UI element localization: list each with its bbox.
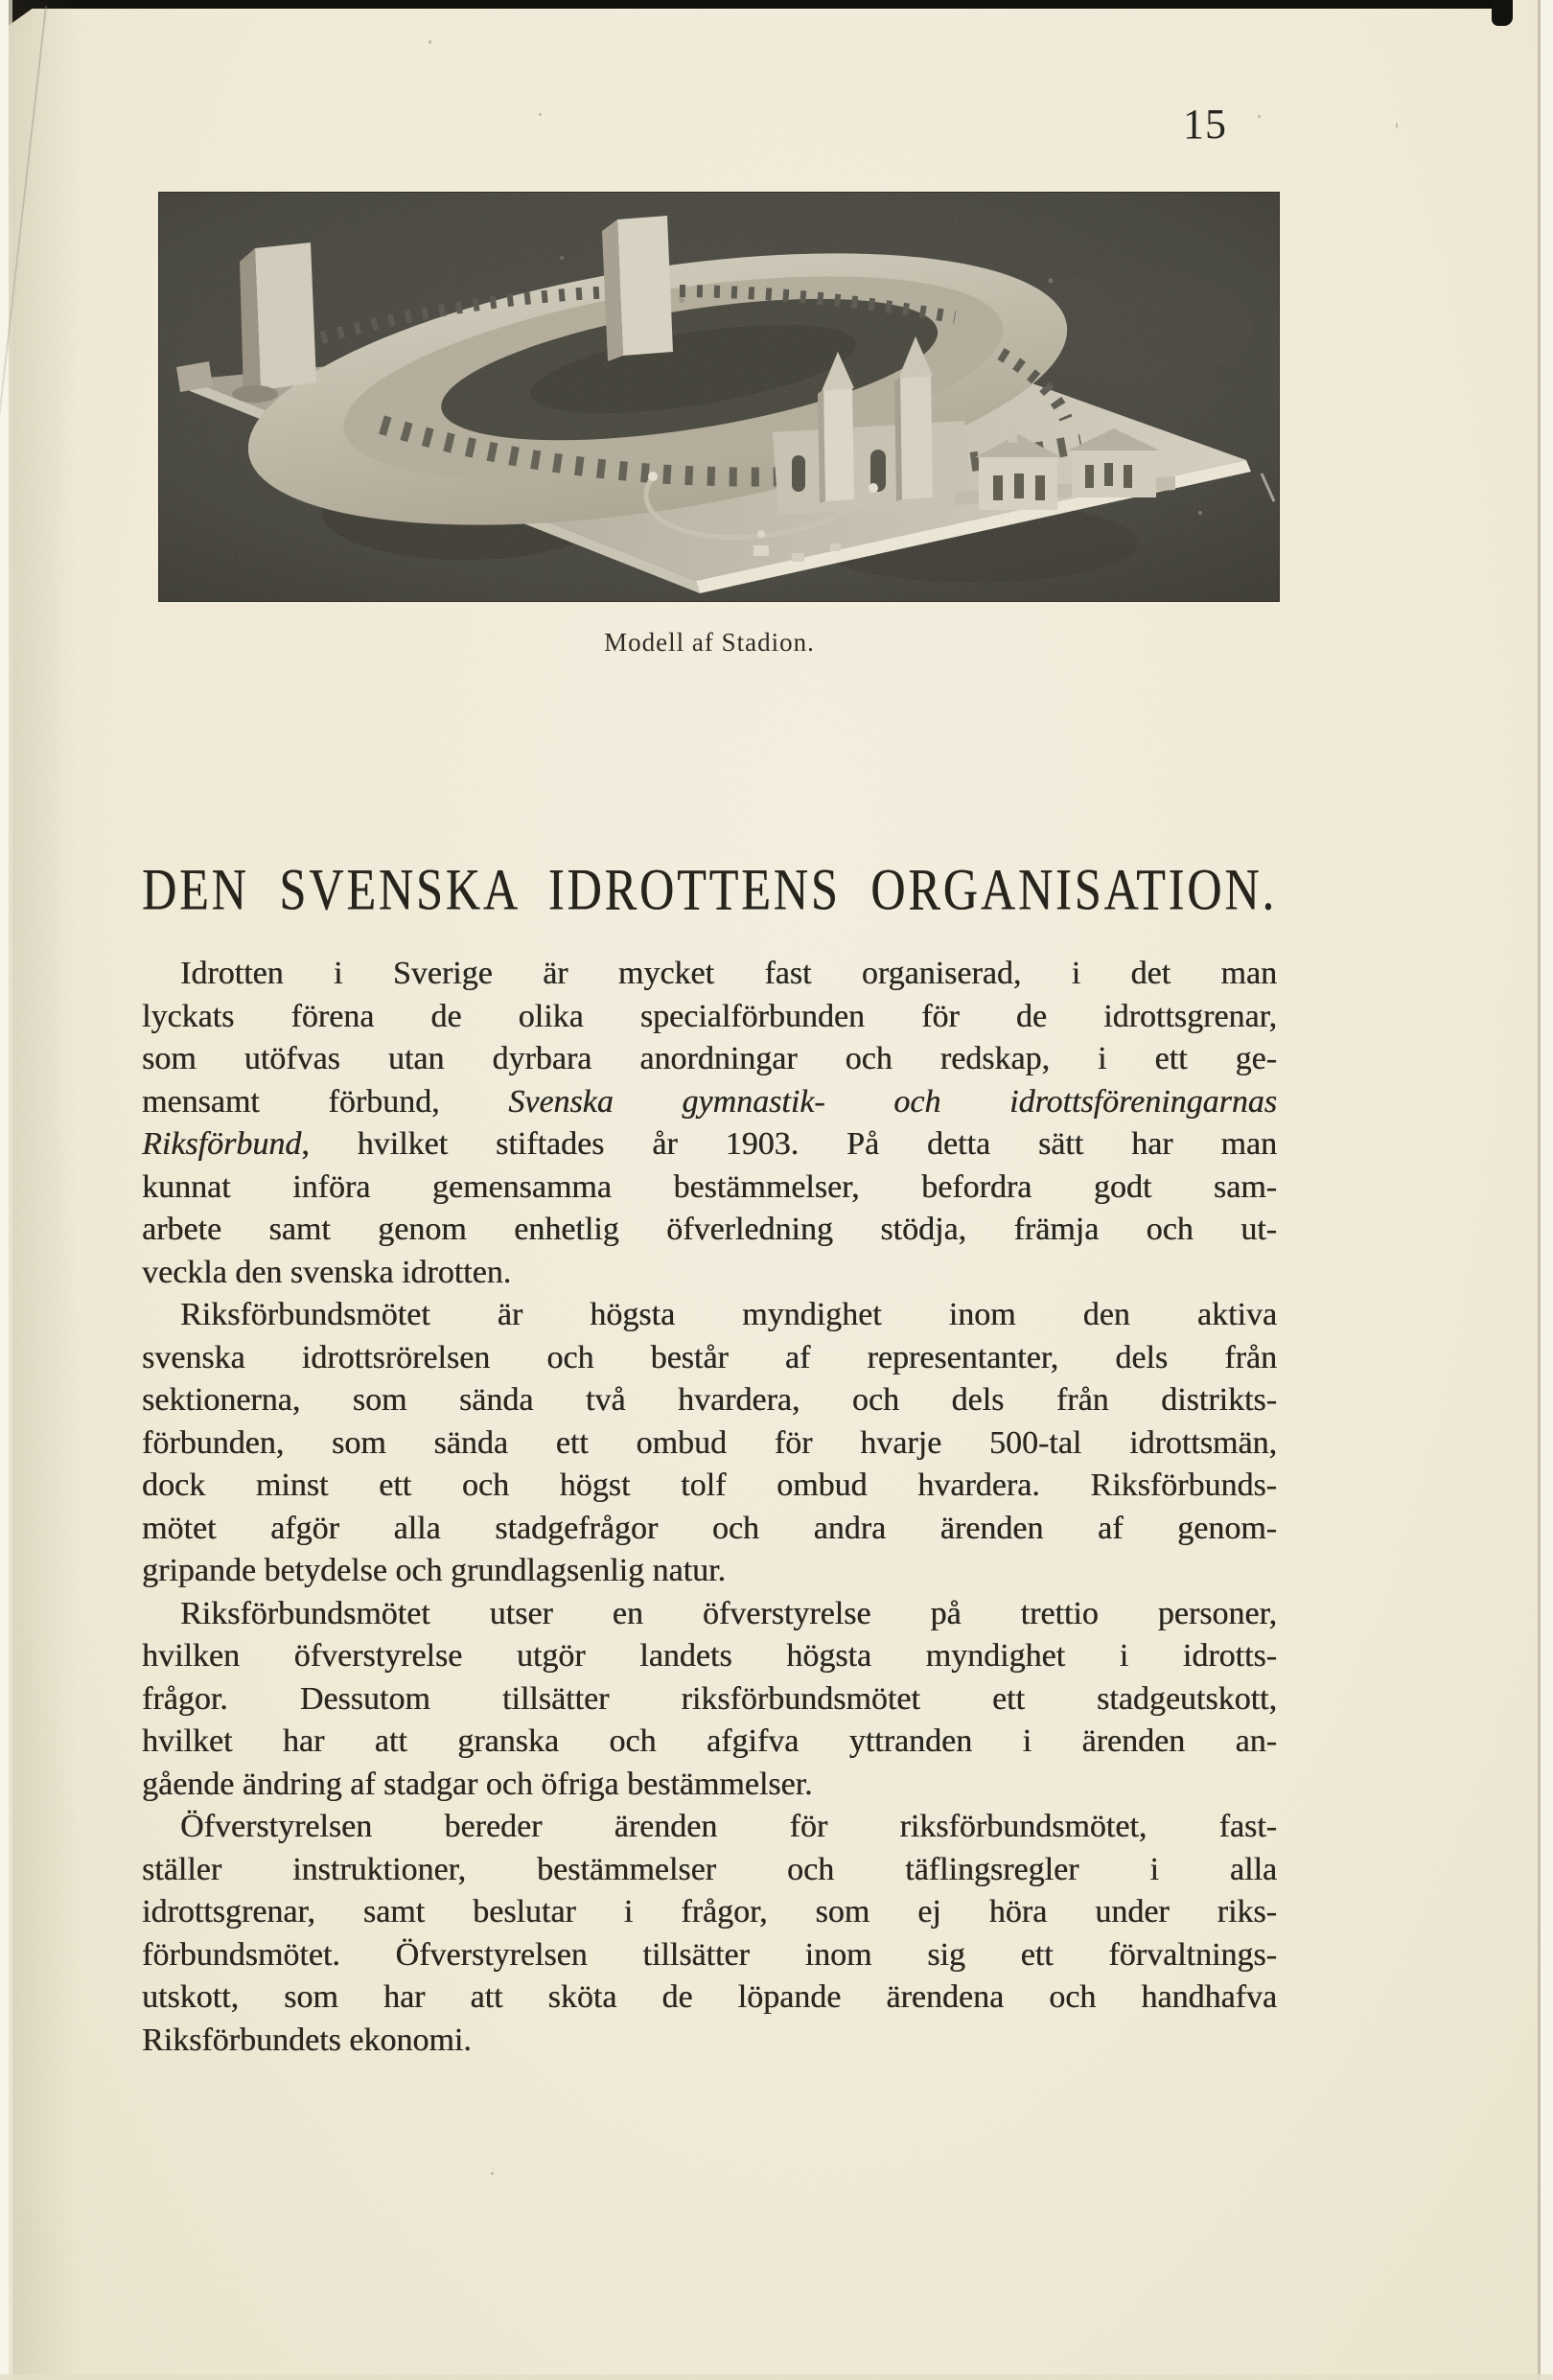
text-line: mensamt förbund, Svenska gymnastik- och idrottsföreningarnas — [142, 1083, 1277, 1120]
gutter-shadow — [12, 0, 80, 2380]
text-line: ställer instruktioner, bestämmelser och täflingsregler i alla — [142, 1851, 1277, 1887]
stadium-model-illustration — [159, 193, 1279, 601]
chapter-heading: DEN SVENSKA IDROTTENS ORGANISATION. — [142, 856, 1277, 922]
photo-caption: Modell af Stadion. — [604, 628, 815, 657]
text-line: veckla den svenska idrotten. — [142, 1254, 512, 1290]
text-line: hvilket har att granska och afgifva yttranden i ärenden an- — [142, 1723, 1277, 1759]
scan-top-edge-artifact — [0, 0, 1513, 9]
page-number: 15 — [1183, 101, 1227, 148]
text-line: svenska idrottsrörelsen och består af representanter, dels från — [142, 1339, 1277, 1375]
scan-top-right-artifact — [1492, 0, 1513, 26]
text-line: som utöfvas utan dyrbara anordningar och redskap, i ett ge- — [142, 1041, 1277, 1076]
text-line: utskott, som har att sköta de löpande ärendena och handhafva — [142, 1979, 1277, 2015]
text-line: Riksförbundsmötet utser en öfverstyrelse på trettio personer, — [180, 1595, 1277, 1631]
text-line: kunnat införa gemensamma bestämmelser, befordra godt sam- — [142, 1168, 1277, 1205]
text-line: Riksförbund, hvilket stiftades år 1903. På detta sätt har man — [142, 1126, 1277, 1162]
text-line: mötet afgör alla stadgefrågor och andra ärenden af genom- — [142, 1510, 1277, 1546]
text-line: Riksförbundets ekonomi. — [142, 2022, 472, 2058]
body-text — [142, 953, 1277, 2062]
text-line: sektionerna, som sända två hvardera, och dels från distrikts- — [142, 1382, 1277, 1418]
paper-speck — [539, 113, 542, 116]
text-line: frågor. Dessutom tillsätter riksförbundsmötet ett stadgeutskott, — [142, 1680, 1277, 1717]
text-line: dock minst ett och högst tolf ombud hvardera. Riksförbunds- — [142, 1467, 1277, 1503]
text-line: förbundsmötet. Öfverstyrelsen tillsätter inom sig ett förvaltnings- — [142, 1936, 1277, 1973]
text-line: Idrotten i Sverige är mycket fast organiserad, i det man — [180, 956, 1277, 991]
paper-speck — [429, 40, 431, 44]
text-line: hvilken öfverstyrelse utgör landets högsta myndighet i idrotts- — [142, 1638, 1277, 1674]
text-line: förbunden, som sända ett ombud för hvarje 500-tal idrottsmän, — [142, 1424, 1277, 1461]
text-line: Öfverstyrelsen bereder ärenden för riksförbundsmötet, fast- — [180, 1809, 1277, 1844]
paper-speck — [1258, 115, 1261, 118]
text-line: gående ändring af stadgar och öfriga bestämmelser. — [142, 1766, 813, 1802]
text-line: Riksförbundsmötet är högsta myndighet inom den aktiva — [180, 1297, 1277, 1332]
text-line: lyckats förena de olika specialförbunden för de idrottsgrenar, — [142, 998, 1277, 1034]
text-line: idrottsgrenar, samt beslutar i frågor, som ej höra under riks- — [142, 1894, 1277, 1929]
paper-speck — [1396, 123, 1398, 128]
text-line: gripande betydelse och grundlagsenlig natur. — [142, 1553, 726, 1588]
paper-speck — [491, 2172, 494, 2175]
text-line: arbete samt genom enhetlig öfverledning stödja, främja och ut- — [142, 1212, 1277, 1247]
stadium-model-photo — [159, 193, 1279, 601]
page-right-sliver — [1541, 0, 1553, 2380]
page-bottom-edge — [0, 2374, 1553, 2380]
